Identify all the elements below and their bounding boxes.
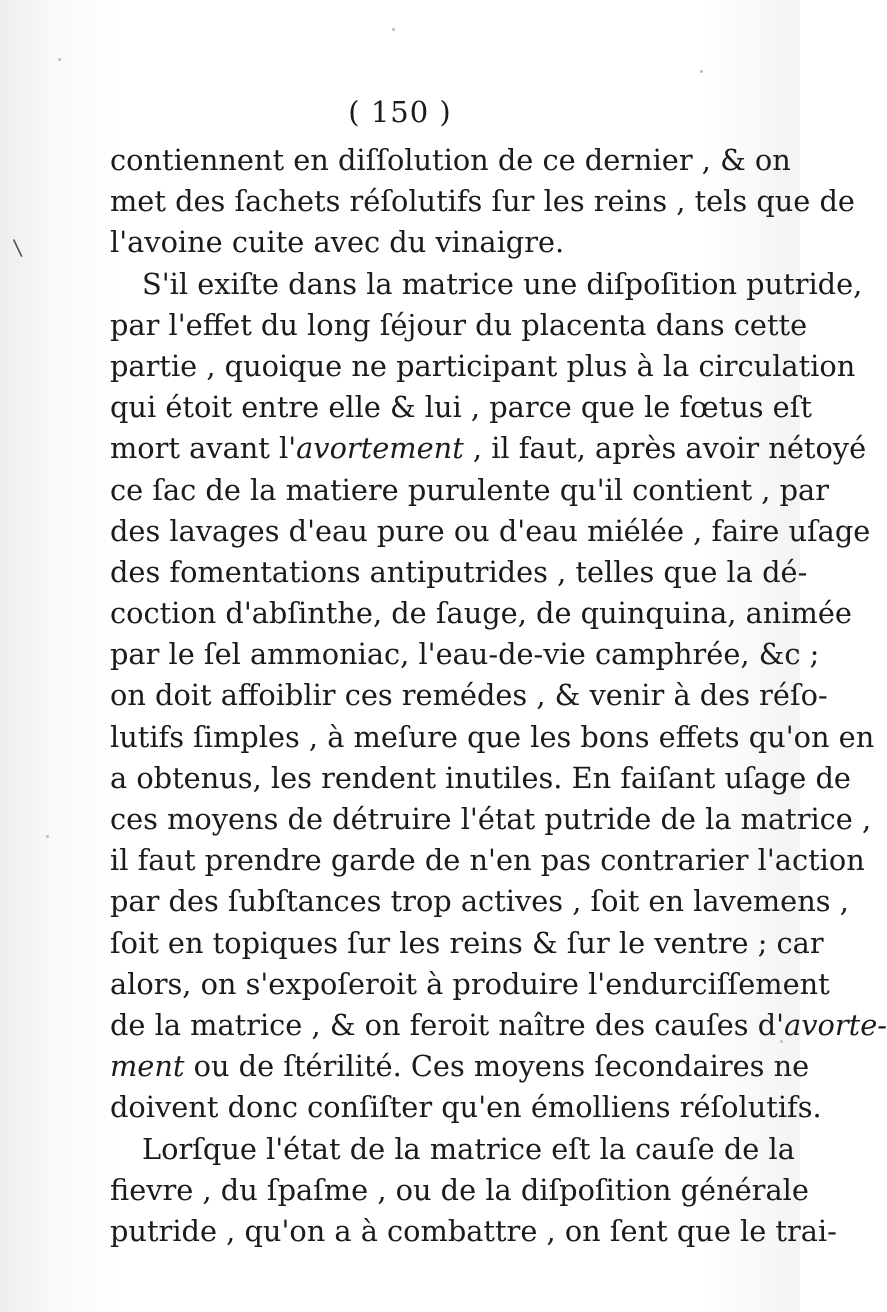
text-line: fievre , du ſpaſme , ou de la diſpoſition générale (110, 1172, 809, 1207)
text-line: des lavages d'eau pure ou d'eau miélée , faire uſage (110, 513, 871, 548)
paragraph-start-line: Lorſque l'état de la matrice eſt la cauſe de la (142, 1131, 795, 1166)
text-line-with-italic (110, 428, 867, 469)
text-line: par des ſubſtances trop actives , ſoit en lavemens , (110, 884, 849, 919)
text-line: doivent donc conſiſter qu'en émolliens réſolutifs. (110, 1090, 822, 1125)
text-line: a obtenus, les rendent inutiles. En faiſant uſage de (110, 760, 851, 795)
text-line: contiennent en diſſolution de ce dernier , & on (110, 143, 791, 177)
text-line-with-italic (110, 1005, 887, 1046)
text-line: ſoit en topiques ſur les reins & ſur le ventre ; car (110, 925, 824, 960)
italic-word: ment (110, 1049, 185, 1084)
text-line: ces moyens de détruire l'état putride de la matrice , (110, 802, 872, 836)
text-line: par le ſel ammoniac, l'eau-de-vie camphrée, &c ; (110, 637, 820, 672)
line-prefix: mort avant l' (110, 431, 297, 466)
text-line: par l'effet du long ſéjour du placenta dans cette (110, 307, 808, 342)
line-prefix: de la matrice , & on feroit naître des cauſes d' (110, 1007, 785, 1042)
text-line: met des ſachets réſolutifs ſur les reins , tels que de (110, 184, 855, 219)
line-suffix: ou de ſtérilité. Ces moyens ſecondaires ne (193, 1049, 810, 1084)
paper-speck (700, 70, 703, 73)
text-line: putride , qu'on a à combattre , on ſent que le trai- (110, 1213, 837, 1248)
text-line: qui étoit entre elle & lui , parce que le fœtus eſt (110, 390, 812, 425)
paper-speck (392, 28, 395, 31)
paragraph-start-line: S'il exiſte dans la matrice une diſpoſition putride, (142, 266, 863, 301)
paper-speck (46, 835, 49, 838)
italic-word: avortement (296, 431, 464, 466)
text-line: ce ſac de la matiere purulente qu'il contient , par (110, 472, 829, 507)
margin-mark: \ (12, 235, 24, 262)
text-line: on doit affoiblir ces remédes , & venir à des réſo- (110, 678, 828, 713)
text-line: l'avoine cuite avec du vinaigre. (110, 225, 565, 260)
body-text (110, 140, 887, 1252)
text-line: partie , quoique ne participant plus à la circulation (110, 348, 856, 383)
text-line: lutifs ſimples , à meſure que les bons effets qu'on en (110, 719, 875, 754)
italic-word: avorte- (784, 1007, 887, 1042)
page-number: ( 150 ) (348, 95, 452, 129)
text-line: alors, on s'expoſeroit à produire l'endurciſſement (110, 966, 830, 1001)
text-line: il faut prendre garde de n'en pas contrarier l'action (110, 843, 865, 878)
text-line-with-italic (110, 1046, 810, 1087)
paper-speck (58, 58, 61, 61)
text-line: des fomentations antiputrides , telles que la dé- (110, 554, 808, 589)
text-line: coction d'abſinthe, de ſauge, de quinquina, animée (110, 596, 852, 631)
line-suffix: , il faut, après avoir nétoyé (463, 431, 867, 466)
